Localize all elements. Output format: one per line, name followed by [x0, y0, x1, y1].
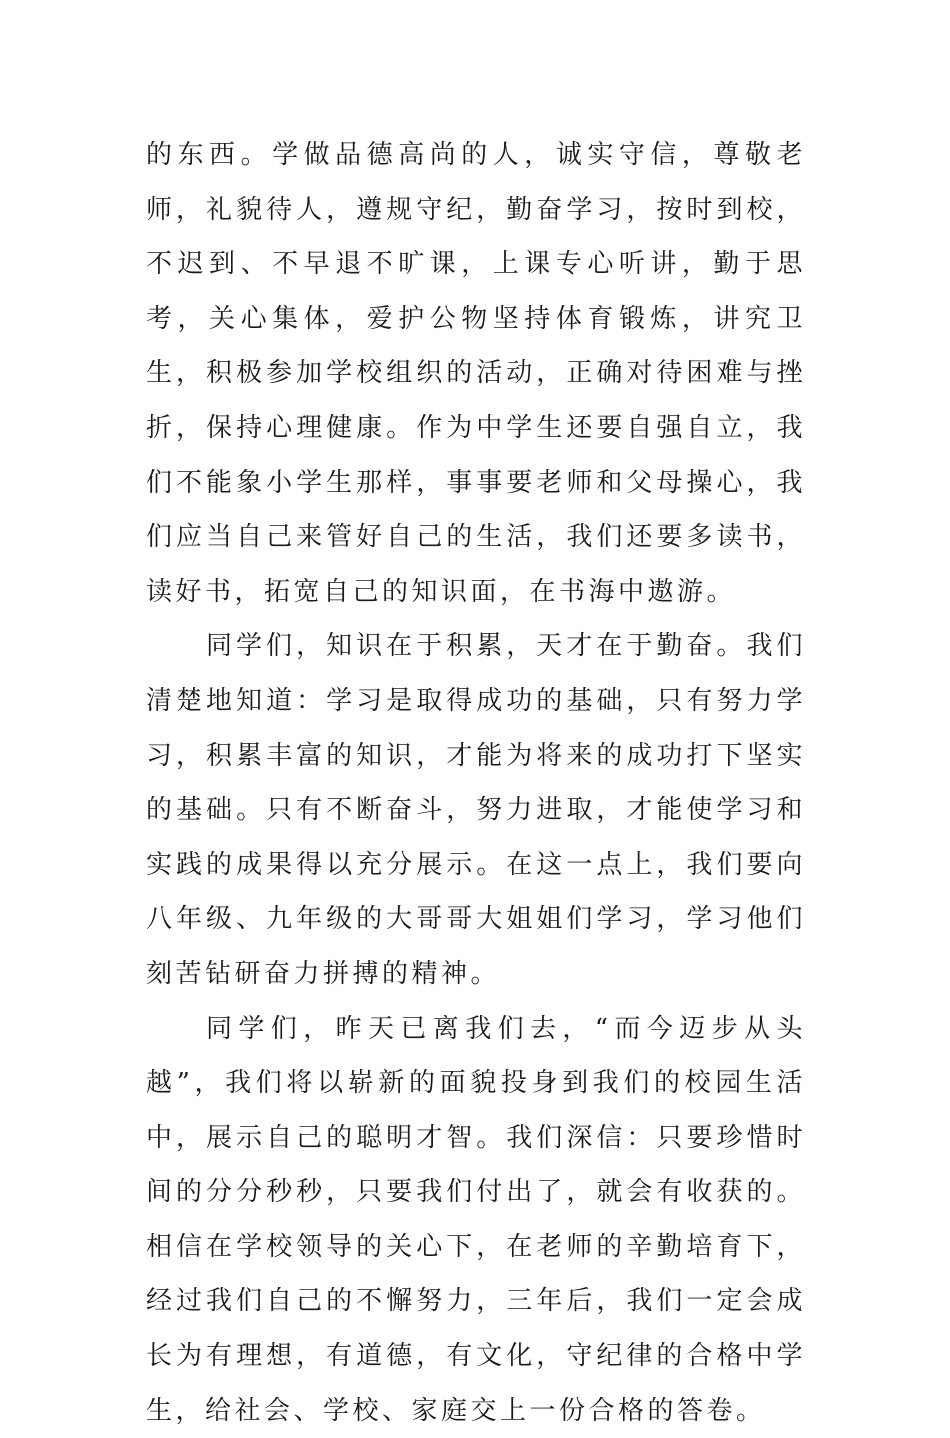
paragraph-3: 同学们，昨天已离我们去，“而今迈步从头越”，我们将以崭新的面貌投身到我们的校园生活中，展示自己的聪明才智。我们深信：只要珍惜时间的分分秒秒，只要我们付出了，就会有收获的。相信在学校领导的关心下，在老师的辛勤培育下，经过我们自己的不懈努力，三年后，我们一定会成长为有理想，有道德，有文化，守纪律的合格中学生，给社会、学校、家庭交上一份合格的答卷。 [146, 1002, 806, 1438]
paragraph-1: 的东西。学做品德高尚的人，诚实守信，尊敬老师，礼貌待人，遵规守纪，勤奋学习，按时到校，不迟到、不早退不旷课，上课专心听讲，勤于思考，关心集体，爱护公物坚持体育锻炼，讲究卫生，积极参加学校组织的活动，正确对待困难与挫折，保持心理健康。作为中学生还要自强自立，我们不能象小学生那样，事事要老师和父母操心，我们应当自己来管好自己的生活，我们还要多读书，读好书，拓宽自己的知识面，在书海中遨游。 [146, 128, 806, 619]
paragraph-2: 同学们，知识在于积累，天才在于勤奋。我们清楚地知道：学习是取得成功的基础，只有努力学习，积累丰富的知识，才能为将来的成功打下坚实的基础。只有不断奋斗，努力进取，才能使学习和实践的成果得以充分展示。在这一点上，我们要向八年级、九年级的大哥哥大姐姐们学习，学习他们刻苦钻研奋力拼搏的精神。 [146, 619, 806, 1001]
document-body [146, 128, 806, 1438]
